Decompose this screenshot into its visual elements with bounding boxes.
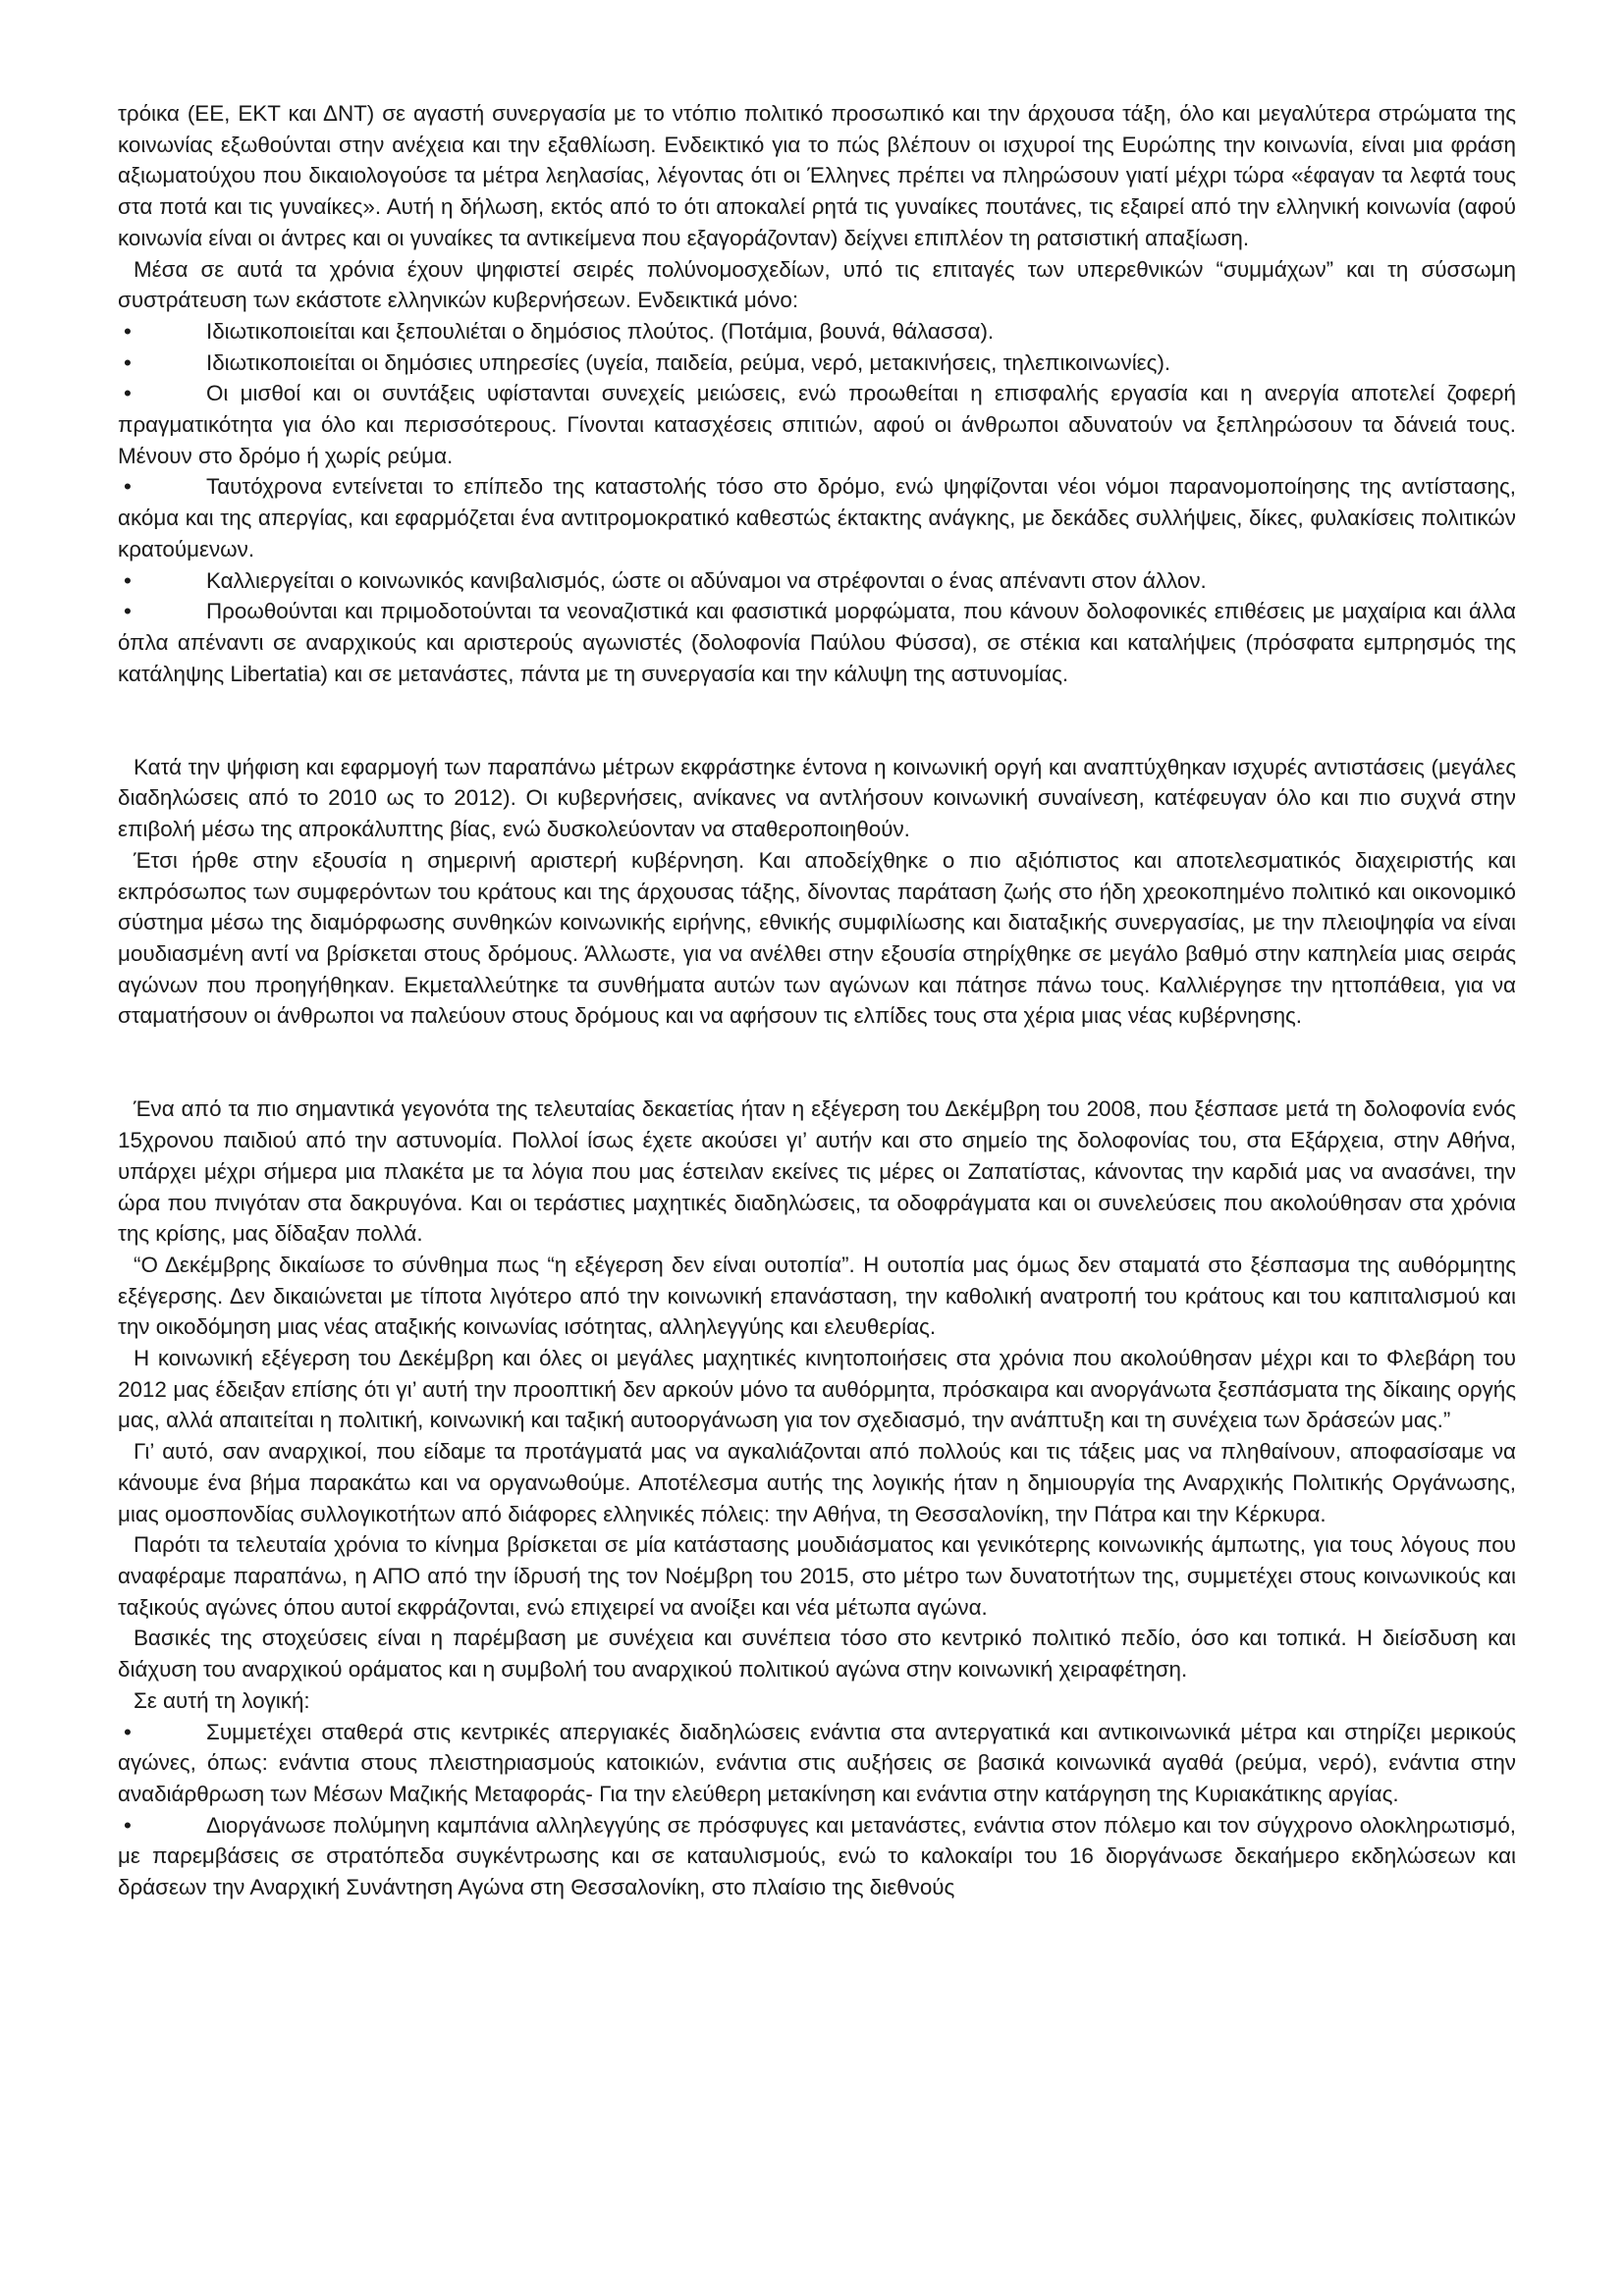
bullet-icon: •: [124, 1812, 132, 1838]
paragraph: Μέσα σε αυτά τα χρόνια έχουν ψηφιστεί σειρές πολύνομοσχεδίων, υπό τις επιταγές των υπερεθνικών “συμμάχων” και τη σύσσωμη συστράτευση των εκάστοτε ελληνικών κυβερνήσεων. Ενδεικτικά μόνο:: [118, 256, 1516, 313]
bullet-icon: •: [124, 1719, 132, 1744]
quote-paragraph: “Ο Δεκέμβρης δικαίωσε το σύνθημα πως “η εξέγερση δεν είναι ουτοπία”. Η ουτοπία μας όμως δεν σταματά στο ξέσπασμα της αυθόρμητης εξέγερσης. Δεν δικαιώνεται με τίποτα λιγότερο από την κοινωνική επανάσταση, την καθολική ανατροπή του κράτους και του καπιταλισμού και την οικοδόμηση μιας νέας αταξικής κοινωνίας ισότητας, αλληλεγγύης και ελευθερίας.: [118, 1252, 1516, 1340]
bullet-item: [118, 471, 1516, 564]
section-gap: [118, 1063, 1516, 1095]
bullet-text: Καλλιεργείται ο κοινωνικός κανιβαλισμός, ώστε οι αδύναμοι να στρέφονται ο ένας απέναντι στον άλλον.: [206, 567, 1207, 593]
bullet-item: [118, 565, 1516, 597]
paragraph: Κατά την ψήφιση και εφαρμογή των παραπάνω μέτρων εκφράστηκε έντονα η κοινωνική οργή και αναπτύχθηκαν ισχυρές αντιστάσεις (μεγάλες διαδηλώσεις από το 2010 ως το 2012). Οι κυβερνήσεις, ανίκανες να αντλήσουν κοινωνική συναίνεση, κατέφευγαν όλο και πιο συχνά στην επιβολή μέσω της απροκάλυπτης βίας, ενώ δυσκολεύονταν να σταθεροποιηθούν.: [118, 754, 1516, 842]
bullet-item: [118, 596, 1516, 689]
bullet-text: Ιδιωτικοποιείται και ξεπουλιέται ο δημόσιος πλούτος. (Ποτάμια, βουνά, θάλασσα).: [206, 318, 995, 344]
bullet-text: Διοργάνωσε πολύμηνη καμπάνια αλληλεγγύης σε πρόσφυγες και μετανάστες, ενάντια στον πόλεμο και τον σύγχρονο ολοκληρωτισμό, με παρεμβάσεις σε στρατόπεδα συγκέντρωσης και σε καταυλισμούς, ενώ το καλοκαίρι του 16 διοργάνωσε δεκαήμερο εκδηλώσεων και δράσεων την Αναρχική Συνάντηση Αγώνα στη Θεσσαλονίκη, στο πλαίσιο της διεθνούς: [118, 1812, 1516, 1900]
bullet-icon: •: [124, 599, 132, 624]
section-gap: [118, 689, 1516, 721]
quote-paragraph: Η κοινωνική εξέγερση του Δεκέμβρη και όλες οι μεγάλες μαχητικές κινητοποιήσεις στα χρόνια που ακολούθησαν μέχρι και το Φλεβάρη του 2012 μας έδειξαν επίσης ότι γι’ αυτή την προοπτική δεν αρκούν μόνο τα αυθόρμητα, πρόσκαιρα και ανοργάνωτα ξεσπάσματα της δίκαιης οργής μας, αλλά απαιτείται η πολιτική, κοινωνική και ταξική αυτοοργάνωση για τον σχεδιασμό, την ανάπτυξη και τη συνέχεια των δράσεών μας.”: [118, 1346, 1516, 1433]
bullet-icon: •: [124, 567, 132, 593]
paragraph: Βασικές της στοχεύσεις είναι η παρέμβαση με συνέχεια και συνέπεια τόσο στο κεντρικό πολιτικό πεδίο, όσο και τοπικά. Η διείσδυση και διάχυση του αναρχικού οράματος και η συμβολή του αναρχικού πολιτικού αγώνα στην κοινωνική χειραφέτηση.: [118, 1626, 1516, 1682]
section-gap: [118, 1032, 1516, 1063]
bullet-text: Ταυτόχρονα εντείνεται το επίπεδο της καταστολής τόσο στο δρόμο, ενώ ψηφίζονται νέοι νόμοι παρανομοποίησης της αντίστασης, ακόμα και της απεργίας, και εφαρμόζεται ένα αντιτρομοκρατικό καθεστώς έκτακτης ανάγκης, με δεκάδες συλλήψεις, δίκες, φυλακίσεις πολιτικών κρατούμενων.: [118, 474, 1516, 561]
bullet-item: [118, 378, 1516, 471]
bullet-text: Ιδιωτικοποιείται οι δημόσιες υπηρεσίες (υγεία, παιδεία, ρεύμα, νερό, μετακινήσεις, τηλεπικοινωνίες).: [206, 349, 1171, 375]
bullet-icon: •: [124, 349, 132, 375]
bullet-icon: •: [124, 381, 132, 406]
document-page: [118, 98, 1516, 1903]
bullet-item: [118, 347, 1516, 379]
paragraph: τρόικα (ΕΕ, ΕΚΤ και ΔΝΤ) σε αγαστή συνεργασία με το ντόπιο πολιτικό προσωπικό και την άρχουσα τάξη, όλο και μεγαλύτερα στρώματα της κοινωνίας εξωθούνται στην ανέχεια και την εξαθλίωση. Ενδεικτικό για το πώς βλέπουν οι ισχυροί της Ευρώπης την κοινωνία, είναι μια φράση αξιωματούχου που δικαιολογούσε τα μέτρα λεηλασίας, λέγοντας ότι οι Έλληνες πρέπει να πληρώσουν γιατί μέχρι τώρα «έφαγαν τα λεφτά τους στα ποτά και τις γυναίκες». Αυτή η δήλωση, εκτός από το ότι αποκαλεί ρητά τις γυναίκες πουτάνες, τις εξαιρεί από την ελληνική κοινωνία (αφού κοινωνία είναι οι άντρες και οι γυναίκες τα αντικείμενα που εξαγοράζονταν) δείχνει επιπλέον τη ρατσιστική απαξίωση.: [118, 101, 1516, 250]
bullet-text: Συμμετέχει σταθερά στις κεντρικές απεργιακές διαδηλώσεις ενάντια στα αντεργατικά και αντικοινωνικά μέτρα και στηρίζει μερικούς αγώνες, όπως: ενάντια στους πλειστηριασμούς κατοικιών, ενάντια στις αυξήσεις σε βασικά κοινωνικά αγαθά (ρεύμα, νερό), ενάντια στην αναδιάρθρωση των Μέσων Μαζικής Μεταφοράς- Για την ελεύθερη μετακίνηση και ενάντια στην κατάργηση της Κυριακάτικης αργίας.: [118, 1719, 1516, 1806]
paragraph: Σε αυτή τη λογική:: [134, 1687, 310, 1713]
paragraph: Γι’ αυτό, σαν αναρχικοί, που είδαμε τα προτάγματά μας να αγκαλιάζονται από πολλούς και τις τάξεις μας να πληθαίνουν, αποφασίσαμε να κάνουμε ένα βήμα παρακάτω και να οργανωθούμε. Αποτέλεσμα αυτής της λογικής ήταν η δημιουργία της Αναρχικής Πολιτικής Οργάνωσης, μιας ομοσπονδίας συλλογικοτήτων από διάφορες ελληνικές πόλεις: την Αθήνα, τη Θεσσαλονίκη, την Πάτρα και την Κέρκυρα.: [118, 1439, 1516, 1526]
paragraph: Ένα από τα πιο σημαντικά γεγονότα της τελευταίας δεκαετίας ήταν η εξέγερση του Δεκέμβρη του 2008, που ξέσπασε μετά τη δολοφονία ενός 15χρονου παιδιού από την αστυνομία. Πολλοί ίσως έχετε ακούσει γι’ αυτήν και στο σημείο της δολοφονίας του, στα Εξάρχεια, στην Αθήνα, υπάρχει μέχρι σήμερα μια πλακέτα με τα λόγια που μας έστειλαν εκείνες τις μέρες οι Ζαπατίστας, κάνοντας την καρδιά μας να ανασάνει, την ώρα που πνιγόταν στα δακρυγόνα. Και οι τεράστιες μαχητικές διαδηλώσεις, τα οδοφράγματα και οι συνελεύσεις που ακολούθησαν στα χρόνια της κρίσης, μας δίδαξαν πολλά.: [118, 1096, 1516, 1247]
bullet-icon: •: [124, 474, 132, 500]
bullet-text: Οι μισθοί και οι συντάξεις υφίστανται συνεχείς μειώσεις, ενώ προωθείται η επισφαλής εργασία και η ανεργία αποτελεί ζοφερή πραγματικότητα για όλο και περισσότερους. Γίνονται κατασχέσεις σπιτιών, αφού οι άνθρωποι αδυνατούν να ξεπληρώσουν τα δάνειά τους. Μένουν στο δρόμο ή χωρίς ρεύμα.: [118, 381, 1516, 468]
bullet-item: [118, 1810, 1516, 1903]
bullet-item: [118, 1717, 1516, 1810]
bullet-item: [118, 316, 1516, 347]
section-gap: [118, 721, 1516, 752]
bullet-text: Προωθούνται και πριμοδοτούνται τα νεοναζιστικά και φασιστικά μορφώματα, που κάνουν δολοφονικές επιθέσεις με μαχαίρια και άλλα όπλα απέναντι σε αναρχικούς και αριστερούς αγωνιστές (δολοφονία Παύλου Φύσσα), σε στέκια και καταλήψεις (πρόσφατα εμπρησμός της κατάληψης Libertatia) και σε μετανάστες, πάντα με τη συνεργασία και την κάλυψη της αστυνομίας.: [118, 599, 1516, 686]
paragraph: Έτσι ήρθε στην εξουσία η σημερινή αριστερή κυβέρνηση. Και αποδείχθηκε ο πιο αξιόπιστος και αποτελεσματικός διαχειριστής και εκπρόσωπος των συμφερόντων του κράτους και της άρχουσας τάξης, δίνοντας παράταση ζωής στο ήδη χρεοκοπημένο πολιτικό και οικονομικό σύστημα μέσω της διαμόρφωσης συνθηκών κοινωνικής ειρήνης, εθνικής συμφιλίωσης και διαταξικής συνεργασίας, με την πλειοψηφία να είναι μουδιασμένη αντί να βρίσκεται στους δρόμους. Άλλωστε, για να ανέλθει στην εξουσία στηρίχθηκε σε μεγάλο βαθμό στην καπηλεία μιας σειράς αγώνων που προηγήθηκαν. Εκμεταλλεύτηκε τα συνθήματα αυτών των αγώνων και πάτησε πάνω τους. Καλλιέργησε την ηττοπάθεια, για να σταματήσουν οι άνθρωποι να παλεύουν στους δρόμους και να αφήσουν τις ελπίδες τους στα χέρια μιας νέας κυβέρνησης.: [118, 847, 1516, 1029]
paragraph: Παρότι τα τελευταία χρόνια το κίνημα βρίσκεται σε μία κατάστασης μουδιάσματος και γενικότερης κοινωνικής άμπωτης, για τους λόγους που αναφέραμε παραπάνω, η ΑΠΟ από την ίδρυσή της τον Νοέμβρη του 2015, στο μέτρο των δυνατοτήτων της, συμμετέχει στους κοινωνικούς και ταξικούς αγώνες όπου αυτοί εκφράζονται, ενώ επιχειρεί να ανοίξει και νέα μέτωπα αγώνα.: [118, 1532, 1516, 1620]
bullet-icon: •: [124, 318, 132, 344]
